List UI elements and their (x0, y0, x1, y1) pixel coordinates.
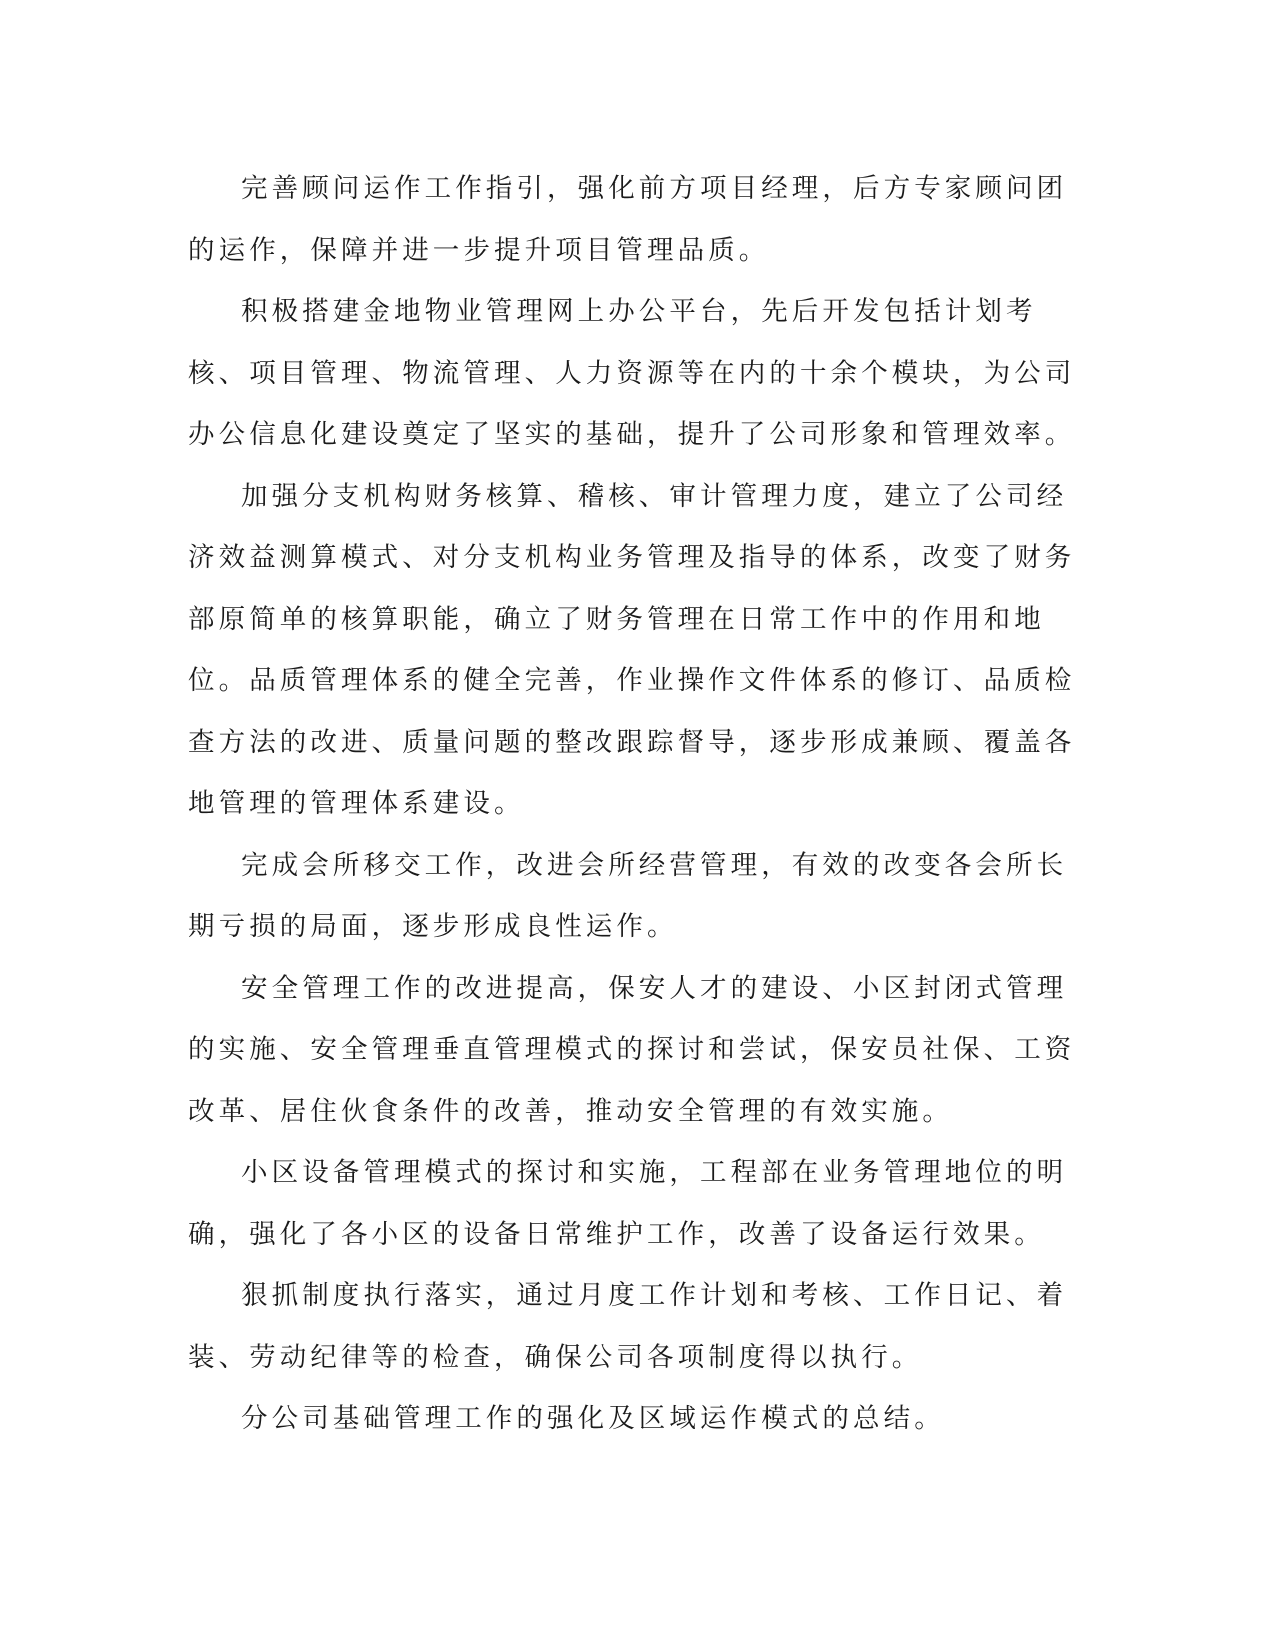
paragraph-equipment: 小区设备管理模式的探讨和实施，工程部在业务管理地位的明确，强化了各小区的设备日常维护工作，改善了设备运行效果。 (188, 1157, 1068, 1250)
paragraph-office-platform: 积极搭建金地物业管理网上办公平台，先后开发包括计划考核、项目管理、物流管理、人力资源等在内的十余个模块，为公司办公信息化建设奠定了坚实的基础，提升了公司形象和管理效率。 (188, 296, 1076, 450)
paragraph-consultant-guidelines: 完善顾问运作工作指引，强化前方项目经理，后方专家顾问团的运作，保障并进一步提升项目管理品质。 (188, 173, 1068, 266)
paragraph-finance-quality: 加强分支机构财务核算、稽核、审计管理力度，建立了公司经济效益测算模式、对分支机构业务管理及指导的体系，改变了财务部原简单的核算职能，确立了财务管理在日常工作中的作用和地位。品质管理体系的健全完善，作业操作文件体系的修订、品质检查方法的改进、质量问题的整改跟踪督导，逐步形成兼顾、覆盖各地管理的管理体系建设。 (188, 480, 1076, 819)
paragraph-security: 安全管理工作的改进提高，保安人才的建设、小区封闭式管理的实施、安全管理垂直管理模式的探讨和尝试，保安员社保、工资改革、居住伙食条件的改善，推动安全管理的有效实施。 (188, 972, 1076, 1127)
paragraph-branch-management: 分公司基础管理工作的强化及区域运作模式的总结。 (241, 1403, 945, 1434)
paragraph-clubhouse: 完成会所移交工作，改进会所经营管理，有效的改变各会所长期亏损的局面，逐步形成良性运作。 (188, 849, 1068, 942)
paragraph-regulations: 狠抓制度执行落实，通过月度工作计划和考核、工作日记、着装、劳动纪律等的检查，确保公司各项制度得以执行。 (188, 1280, 1068, 1373)
document-body (188, 158, 1078, 1450)
